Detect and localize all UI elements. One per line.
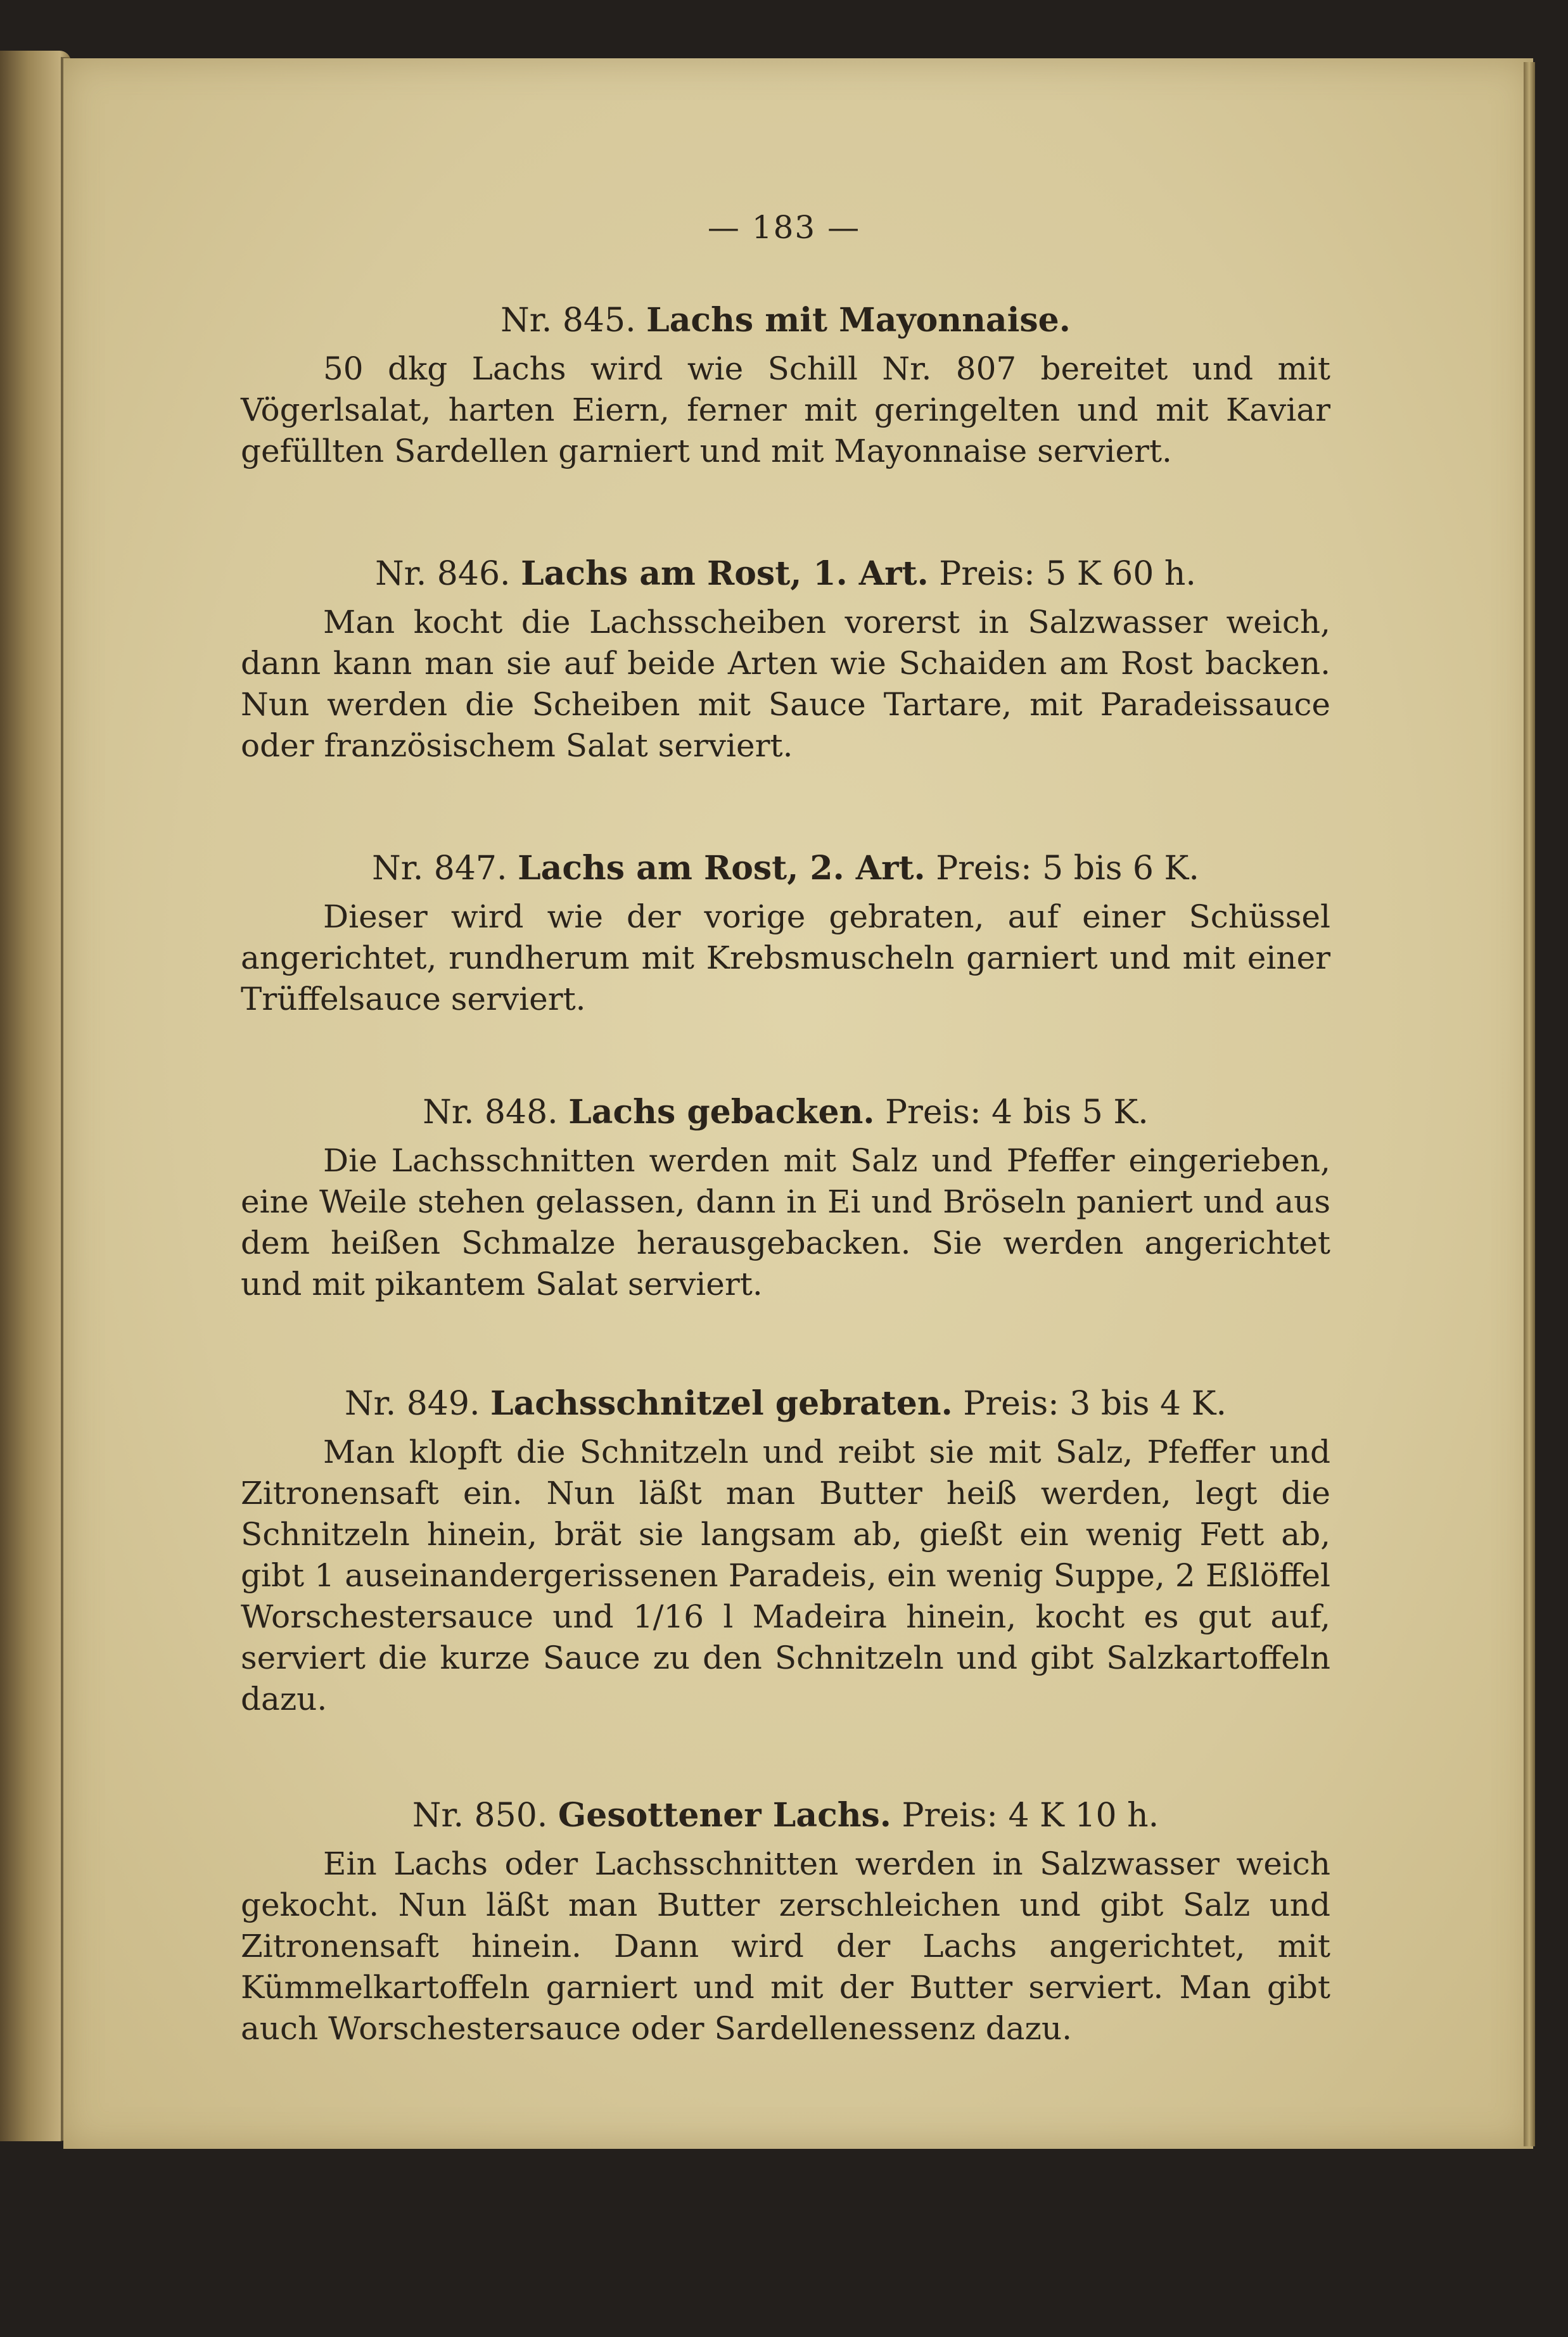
recipe-number: Nr. 848.	[423, 1093, 558, 1131]
recipe-847	[241, 846, 1330, 1020]
recipe-text: Ein Lachs oder Lachsschnitten werden in Salzwasser weich gekocht. Nun läßt man Butter zerschleichen und gibt Salz und Zitronensaft hinein. Dann wird der Lachs angerichtet, mit Kümmelkartoffeln garniert und mit der Butter serviert. Man gibt auch Worschestersauce oder Sardellenessenz dazu.	[241, 1845, 1330, 2047]
recipe-849	[241, 1381, 1330, 1720]
recipe-name: Lachs am Rost, 1. Art.	[521, 554, 929, 593]
recipe-845	[241, 298, 1330, 472]
recipe-title	[241, 1090, 1330, 1135]
recipe-number: Nr. 849.	[345, 1385, 480, 1423]
recipe-price: Preis: 4 bis 5 K.	[885, 1093, 1149, 1131]
recipe-price: Preis: 5 K 60 h.	[939, 555, 1196, 593]
recipe-848	[241, 1090, 1330, 1305]
recipe-price: Preis: 4 K 10 h.	[902, 1797, 1159, 1835]
recipe-name: Lachsschnitzel gebraten.	[490, 1384, 953, 1423]
recipe-number: Nr. 846.	[375, 555, 511, 593]
recipe-text: Dieser wird wie der vorige gebraten, auf einer Schüssel angerichtet, rundherum mit Krebsmuscheln garniert und mit einer Trüffelsauce serviert.	[241, 898, 1330, 1017]
recipe-title	[241, 298, 1330, 343]
recipe-text: Man kocht die Lachsscheiben vorerst in Salzwasser weich, dann kann man sie auf beide Arten wie Schaiden am Rost backen. Nun werden die Scheiben mit Sauce Tartare, mit Paradeissauce oder französischem Salat serviert.	[241, 604, 1330, 764]
recipe-name: Lachs mit Mayonnaise.	[646, 301, 1071, 340]
recipe-name: Gesottener Lachs.	[558, 1796, 891, 1835]
recipe-number: Nr. 847.	[372, 850, 507, 888]
recipe-846	[241, 551, 1330, 767]
recipe-name: Lachs gebacken.	[568, 1093, 875, 1131]
recipe-text: 50 dkg Lachs wird wie Schill Nr. 807 bereitet und mit Vögerlsalat, harten Eiern, ferner mit geringelten und mit Kaviar gefüllten Sardellen garniert und mit Mayonnaise serviert.	[241, 350, 1330, 469]
recipe-price: Preis: 5 bis 6 K.	[936, 850, 1199, 888]
recipe-title	[241, 1793, 1330, 1838]
recipe-number: Nr. 845.	[500, 302, 636, 340]
recipe-title	[241, 1381, 1330, 1427]
page-stack-edge	[1524, 62, 1535, 2146]
recipe-name: Lachs am Rost, 2. Art.	[518, 849, 926, 888]
recipe-title	[241, 846, 1330, 891]
recipe-title	[241, 551, 1330, 597]
recipe-number: Nr. 850.	[412, 1797, 548, 1835]
recipe-text: Die Lachsschnitten werden mit Salz und Pfeffer eingerieben, eine Weile stehen gelassen, dann in Ei und Bröseln paniert und aus dem heißen Schmalze herausgebacken. Sie werden angerichtet und mit pikantem Salat serviert.	[241, 1142, 1330, 1302]
recipe-price: Preis: 3 bis 4 K.	[963, 1385, 1227, 1423]
recipe-text: Man klopft die Schnitzeln und reibt sie mit Salz, Pfeffer und Zitronensaft ein. Nun läßt man Butter heiß werden, legt die Schnitzeln hinein, brät sie langsam ab, gießt ein wenig Fett ab, gibt 1 auseinandergerissenen Paradeis, ein wenig Suppe, 2 Eßlöffel Worschestersauce und 1/16 l Madeira hinein, kocht es gut auf, serviert die kurze Sauce zu den Schnitzeln und gibt Salzkartoffeln dazu.	[241, 1434, 1330, 1717]
page-number: — 183 —	[707, 209, 861, 246]
recipe-850	[241, 1793, 1330, 2049]
